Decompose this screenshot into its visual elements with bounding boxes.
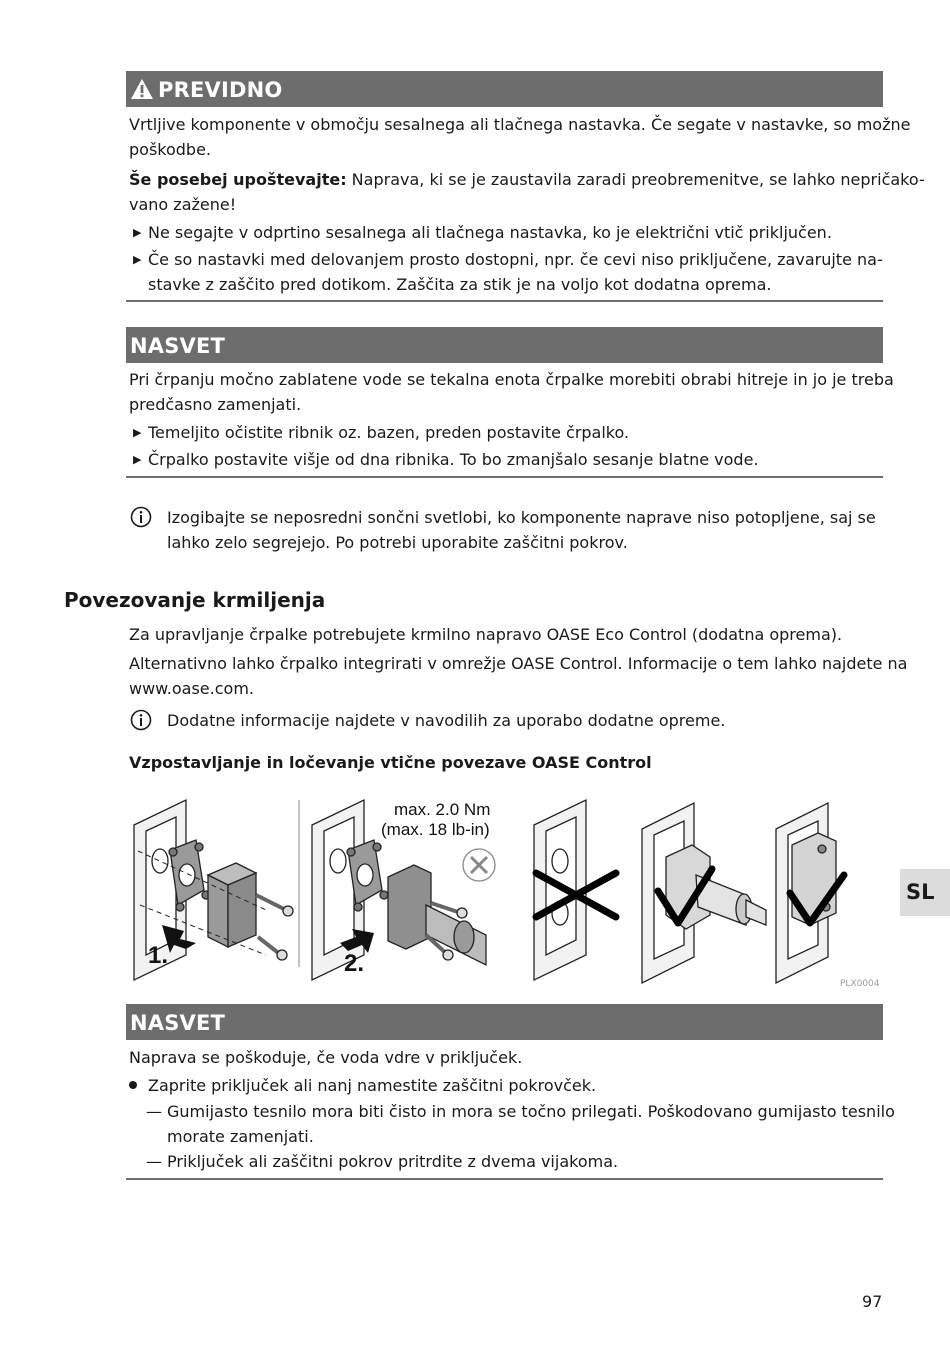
warning-bullet1: Ne segajte v odprtino sesalnega ali tlačnega nastavka, ko je električni vtič priključen. [148, 223, 832, 242]
tip1-header [126, 327, 883, 363]
section-paragraph2-line1: Alternativno lahko črpalko integrirati v omrežje OASE Control. Informacije o tem lahko najdete na [129, 654, 908, 673]
arrow-bullet-icon: ▶ [133, 426, 142, 439]
warning-intro-line1: Vrtljive komponente v območju sesalnega ali tlačnega nastavka. Če segate v nastavke, so možne [129, 115, 911, 134]
torque-label: max. 2.0 Nm [394, 800, 491, 819]
arrow-bullet-icon: ▶ [133, 226, 142, 239]
figure-code: PLX0004 [840, 979, 880, 989]
warning-triangle-icon [130, 78, 154, 100]
tip2-intro: Naprava se poškoduje, če voda vdre v priključek. [129, 1048, 523, 1067]
bullet-dot-icon [129, 1081, 137, 1089]
torque-label-imperial: (max. 18 lb-in) [381, 820, 490, 839]
warning-header [126, 71, 883, 107]
warning-intro-line2: poškodbe. [129, 140, 212, 159]
warning-note-bold: Še posebej upoštevajte: [129, 170, 347, 189]
warning-bullet2-line1: Če so nastavki med delovanjem prosto dostopni, npr. če cevi niso priključene, zavarujte na- [148, 250, 883, 269]
step2-label: 2. [344, 950, 365, 977]
arrow-bullet-icon: ▶ [133, 453, 142, 466]
tip2-header [126, 1004, 883, 1040]
tip1-title: NASVET [130, 334, 226, 358]
tip1-intro-line1: Pri črpanju močno zablatene vode se tekalna enota črpalke morebiti obrabi hitreje in jo je treba [129, 370, 894, 389]
section-paragraph2-line2: www.oase.com. [129, 679, 254, 698]
warning-title: PREVIDNO [158, 78, 283, 102]
warning-note-text: Naprava, ki se je zaustavila zaradi preobremenitve, se lahko nepričako- [346, 170, 925, 189]
info-icon [130, 506, 152, 528]
tip2-dash1-line2: morate zamenjati. [167, 1127, 314, 1146]
warning-note-line2: vano zažene! [129, 195, 237, 214]
warning-bullet2-line2: stavke z zaščito pred dotikom. Zaščita za stik je na voljo kot dodatna oprema. [148, 275, 772, 294]
section-paragraph1: Za upravljanje črpalke potrebujete krmilno napravo OASE Eco Control (dodatna oprema). [129, 625, 843, 644]
language-tab: SL [900, 869, 950, 916]
tip2-dash1-line1: Gumijasto tesnilo mora biti čisto in mora se točno prilegati. Poškodovano gumijasto tesnilo [167, 1102, 895, 1121]
info1-line2: lahko zelo segrejejo. Po potrebi uporabite zaščitni pokrov. [167, 533, 628, 552]
tip1-bullet2: Črpalko postavite višje od dna ribnika. To bo zmanjšalo sesanje blatne vode. [148, 450, 759, 469]
section-subheading: Vzpostavljanje in ločevanje vtične povezave OASE Control [129, 753, 652, 772]
section-info: Dodatne informacije najdete v navodilih za uporabo dodatne opreme. [167, 711, 726, 730]
info1-line1: Izogibajte se neposredni sončni svetlobi, ko komponente naprave niso potopljene, saj se [167, 508, 876, 527]
warning-note [129, 167, 925, 192]
step1-label: 1. [148, 942, 169, 969]
dash-icon: — [146, 1152, 162, 1171]
tip1-bottom-rule [126, 476, 883, 478]
arrow-bullet-icon: ▶ [133, 253, 142, 266]
page-number: 97 [862, 1292, 883, 1311]
section-heading: Povezovanje krmiljenja [64, 588, 326, 612]
warning-bottom-rule [126, 300, 883, 302]
tip2-title: NASVET [130, 1011, 226, 1035]
tip2-bottom-rule [126, 1178, 883, 1180]
connection-illustration [126, 795, 883, 995]
dash-icon: — [146, 1102, 162, 1121]
tip2-dash2: Priključek ali zaščitni pokrov pritrdite z dvema vijakoma. [167, 1152, 619, 1171]
info-icon [130, 709, 152, 731]
tip1-bullet1: Temeljito očistite ribnik oz. bazen, preden postavite črpalko. [148, 423, 630, 442]
tip1-intro-line2: predčasno zamenjati. [129, 395, 302, 414]
tip2-bullet: Zaprite priključek ali nanj namestite zaščitni pokrovček. [148, 1076, 597, 1095]
